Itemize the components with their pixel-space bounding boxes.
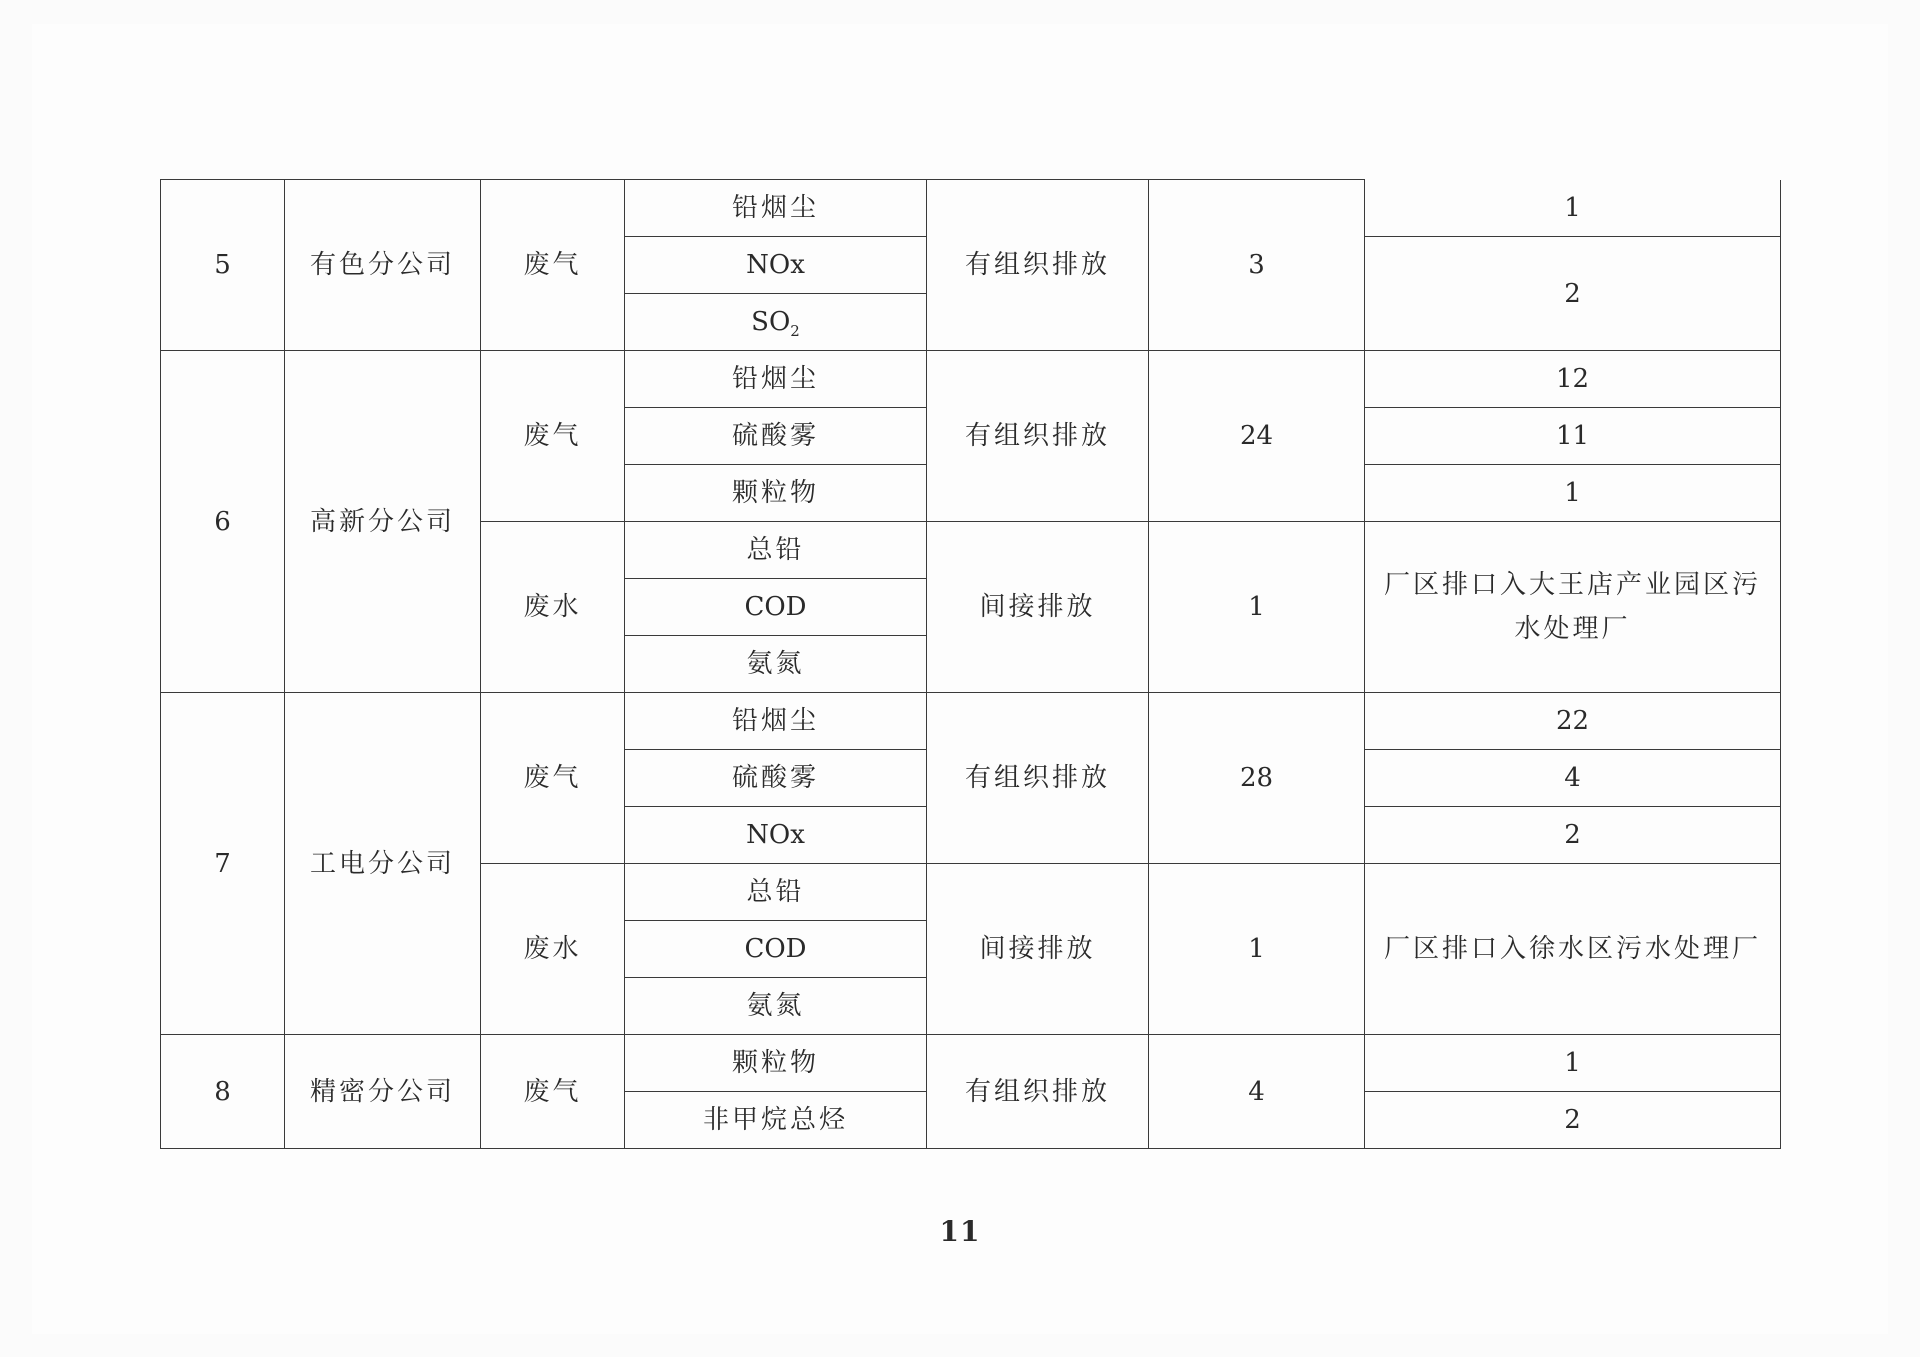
pollutant-cell: 颗粒物	[625, 1035, 927, 1092]
discharge-method-cell: 有组织排放	[927, 1035, 1149, 1149]
outlet-count-cell: 28	[1149, 693, 1365, 864]
discharge-type-cell: 废气	[481, 693, 625, 864]
pollutant-cell: 颗粒物	[625, 465, 927, 522]
outlet-count-cell: 3	[1149, 180, 1365, 351]
discharge-type-cell: 废气	[481, 351, 625, 522]
outlet-count-cell: 4	[1149, 1035, 1365, 1149]
outlet-cell: 1	[1365, 465, 1781, 522]
company-cell: 精密分公司	[285, 1035, 481, 1149]
outlet-cell: 11	[1365, 408, 1781, 465]
discharge-method-cell: 有组织排放	[927, 180, 1149, 351]
discharge-type-cell: 废气	[481, 1035, 625, 1149]
pollutant-cell: 铅烟尘	[625, 180, 927, 237]
destination-cell: 厂区排口入大王店产业园区污水处理厂	[1365, 522, 1781, 693]
pollutant-cell: 非甲烷总烃	[625, 1092, 927, 1149]
company-cell: 高新分公司	[285, 351, 481, 693]
pollutant-cell: COD	[625, 579, 927, 636]
pollutant-cell: 氨氮	[625, 978, 927, 1035]
seq-cell: 8	[161, 1035, 285, 1149]
outlet-count-cell: 1	[1149, 522, 1365, 693]
pollutant-cell: 硫酸雾	[625, 408, 927, 465]
outlet-cell: 2	[1365, 1092, 1781, 1149]
company-cell: 有色分公司	[285, 180, 481, 351]
seq-cell: 7	[161, 693, 285, 1035]
outlet-cell: 1	[1365, 180, 1781, 237]
outlet-cell: 1	[1365, 1035, 1781, 1092]
seq-cell: 6	[161, 351, 285, 693]
discharge-type-cell: 废水	[481, 864, 625, 1035]
pollutant-cell: 铅烟尘	[625, 693, 927, 750]
pollutant-cell: NOx	[625, 807, 927, 864]
pollutant-cell	[625, 294, 927, 351]
pollutant-cell: 总铅	[625, 864, 927, 921]
pollutant-cell: COD	[625, 921, 927, 978]
discharge-method-cell: 有组织排放	[927, 693, 1149, 864]
page-number: 11	[939, 1215, 981, 1248]
discharge-type-cell: 废气	[481, 180, 625, 351]
destination-cell: 厂区排口入徐水区污水处理厂	[1365, 864, 1781, 1035]
table-row	[161, 1035, 1781, 1092]
discharge-method-cell: 间接排放	[927, 522, 1149, 693]
table-row	[161, 351, 1781, 408]
outlet-count-cell: 24	[1149, 351, 1365, 522]
seq-cell: 5	[161, 180, 285, 351]
pollutant-cell: 铅烟尘	[625, 351, 927, 408]
discharge-method-cell: 间接排放	[927, 864, 1149, 1035]
pollutant-cell: 氨氮	[625, 636, 927, 693]
outlet-cell: 12	[1365, 351, 1781, 408]
discharge-type-cell: 废水	[481, 522, 625, 693]
outlet-cell: 22	[1365, 693, 1781, 750]
outlet-cell: 4	[1365, 750, 1781, 807]
discharge-method-cell: 有组织排放	[927, 351, 1149, 522]
company-cell: 工电分公司	[285, 693, 481, 1035]
pollutant-so2: SO	[751, 307, 791, 337]
table-row	[161, 180, 1781, 237]
pollutant-cell: NOx	[625, 237, 927, 294]
table-row	[161, 693, 1781, 750]
pollutant-cell: 硫酸雾	[625, 750, 927, 807]
subscript: 2	[790, 322, 800, 341]
outlet-count-cell: 1	[1149, 864, 1365, 1035]
emissions-table	[160, 179, 1781, 1149]
outlet-cell: 2	[1365, 807, 1781, 864]
outlet-cell: 2	[1365, 237, 1781, 351]
pollutant-cell: 总铅	[625, 522, 927, 579]
